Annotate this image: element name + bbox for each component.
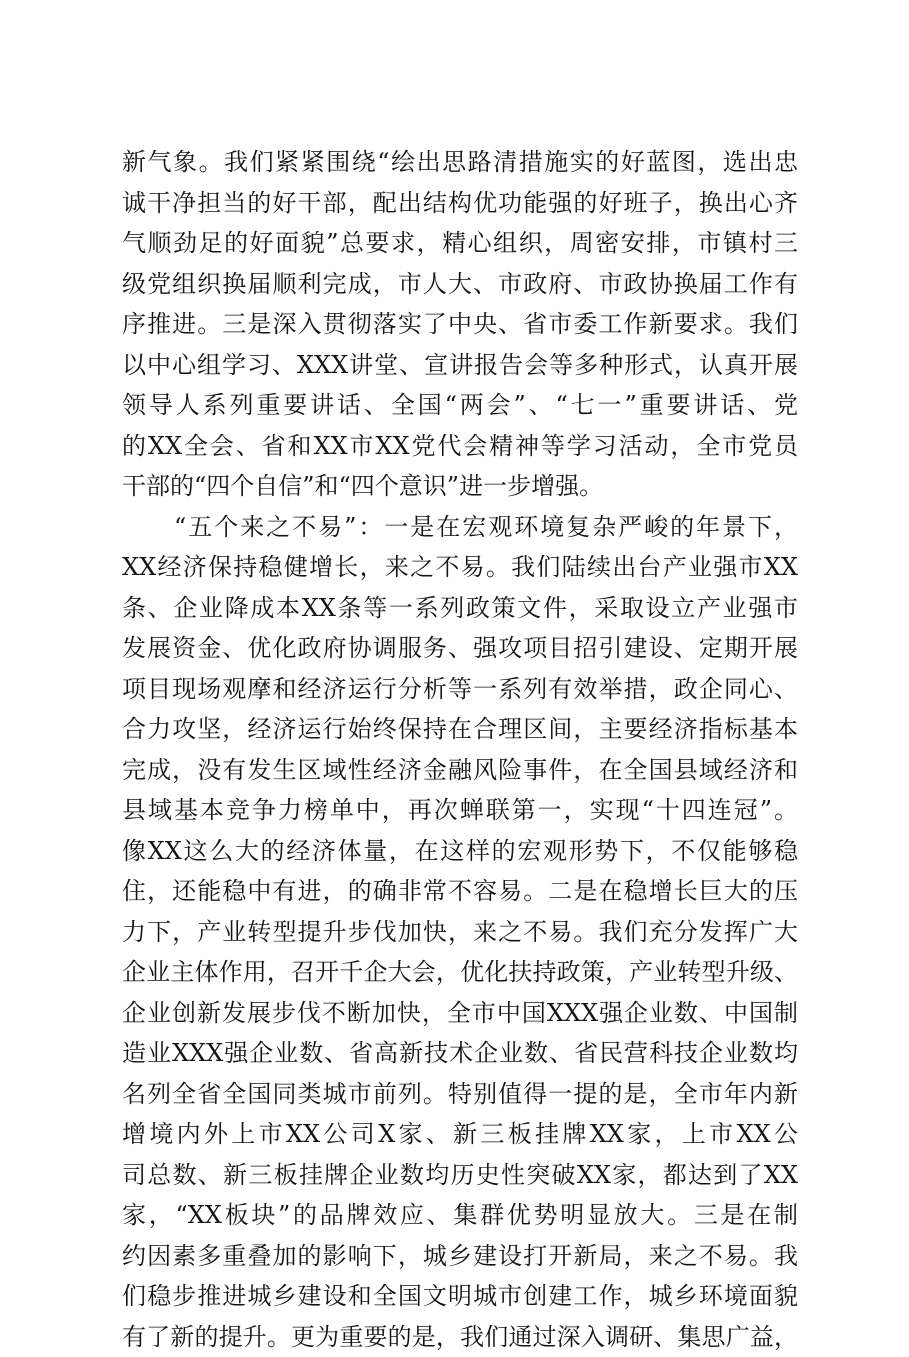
text-line: 力下，产业转型提升步伐加快，来之不易。我们充分发挥广大 [122, 912, 798, 953]
text-line: 有了新的提升。更为重要的是，我们通过深入调研、集思广益， [122, 1317, 798, 1357]
text-line: 完成，没有发生区域性经济金融风险事件，在全国县域经济和 [122, 750, 798, 791]
text-line: 领导人系列重要讲话、全国“两会”、“七一”重要讲话、党 [122, 385, 798, 426]
text-line: 造业XXX强企业数、省高新技术企业数、省民营科技企业数均 [122, 1033, 798, 1074]
text-line: 们稳步推进城乡建设和全国文明城市创建工作，城乡环境面貌 [122, 1276, 798, 1317]
text-line: 以中心组学习、XXX讲堂、宣讲报告会等多种形式，认真开展 [122, 345, 798, 386]
text-line: 级党组织换届顺利完成，市人大、市政府、市政协换届工作有 [122, 264, 798, 305]
text-line: 序推进。三是深入贯彻落实了中央、省市委工作新要求。我们 [122, 304, 798, 345]
text-line: 合力攻坚，经济运行始终保持在合理区间，主要经济指标基本 [122, 709, 798, 750]
text-line: 司总数、新三板挂牌企业数均历史性突破XX家，都达到了XX [122, 1155, 798, 1196]
text-line: 家，“XX板块”的品牌效应、集群优势明显放大。三是在制 [122, 1195, 798, 1236]
text-line: 增境内外上市XX公司X家、新三板挂牌XX家，上市XX公 [122, 1114, 798, 1155]
text-line: 企业创新发展步伐不断加快，全市中国XXX强企业数、中国制 [122, 993, 798, 1034]
text-line: 项目现场观摩和经济运行分析等一系列有效举措，政企同心、 [122, 669, 798, 710]
text-line: 新气象。我们紧紧围绕“绘出思路清措施实的好蓝图，选出忠 [122, 142, 798, 183]
text-line: 约因素多重叠加的影响下，城乡建设打开新局，来之不易。我 [122, 1236, 798, 1277]
text-line: 诚干净担当的好干部，配出结构优功能强的好班子，换出心齐 [122, 183, 798, 224]
text-line: 名列全省全国同类城市前列。特别值得一提的是，全市年内新 [122, 1074, 798, 1115]
text-line: 发展资金、优化政府协调服务、强攻项目招引建设、定期开展 [122, 628, 798, 669]
text-line: 条、企业降成本XX条等一系列政策文件，采取设立产业强市 [122, 588, 798, 629]
text-line: 气顺劲足的好面貌”总要求，精心组织，周密安排，市镇村三 [122, 223, 798, 264]
text-line: 像XX这么大的经济体量，在这样的宏观形势下，不仅能够稳 [122, 831, 798, 872]
body-text [122, 142, 798, 1357]
text-line: 住，还能稳中有进，的确非常不容易。二是在稳增长巨大的压 [122, 871, 798, 912]
text-line: 县域基本竞争力榜单中，再次蝉联第一，实现“十四连冠”。 [122, 790, 798, 831]
paragraph-start-line: “五个来之不易”：一是在宏观环境复杂严峻的年景下， [122, 507, 798, 548]
text-line: 企业主体作用，召开千企大会，优化扶持政策，产业转型升级、 [122, 952, 798, 993]
text-line: 干部的“四个自信”和“四个意识”进一步增强。 [122, 466, 798, 507]
text-line: 的XX全会、省和XX市XX党代会精神等学习活动，全市党员 [122, 426, 798, 467]
text-line: XX经济保持稳健增长，来之不易。我们陆续出台产业强市XX [122, 547, 798, 588]
